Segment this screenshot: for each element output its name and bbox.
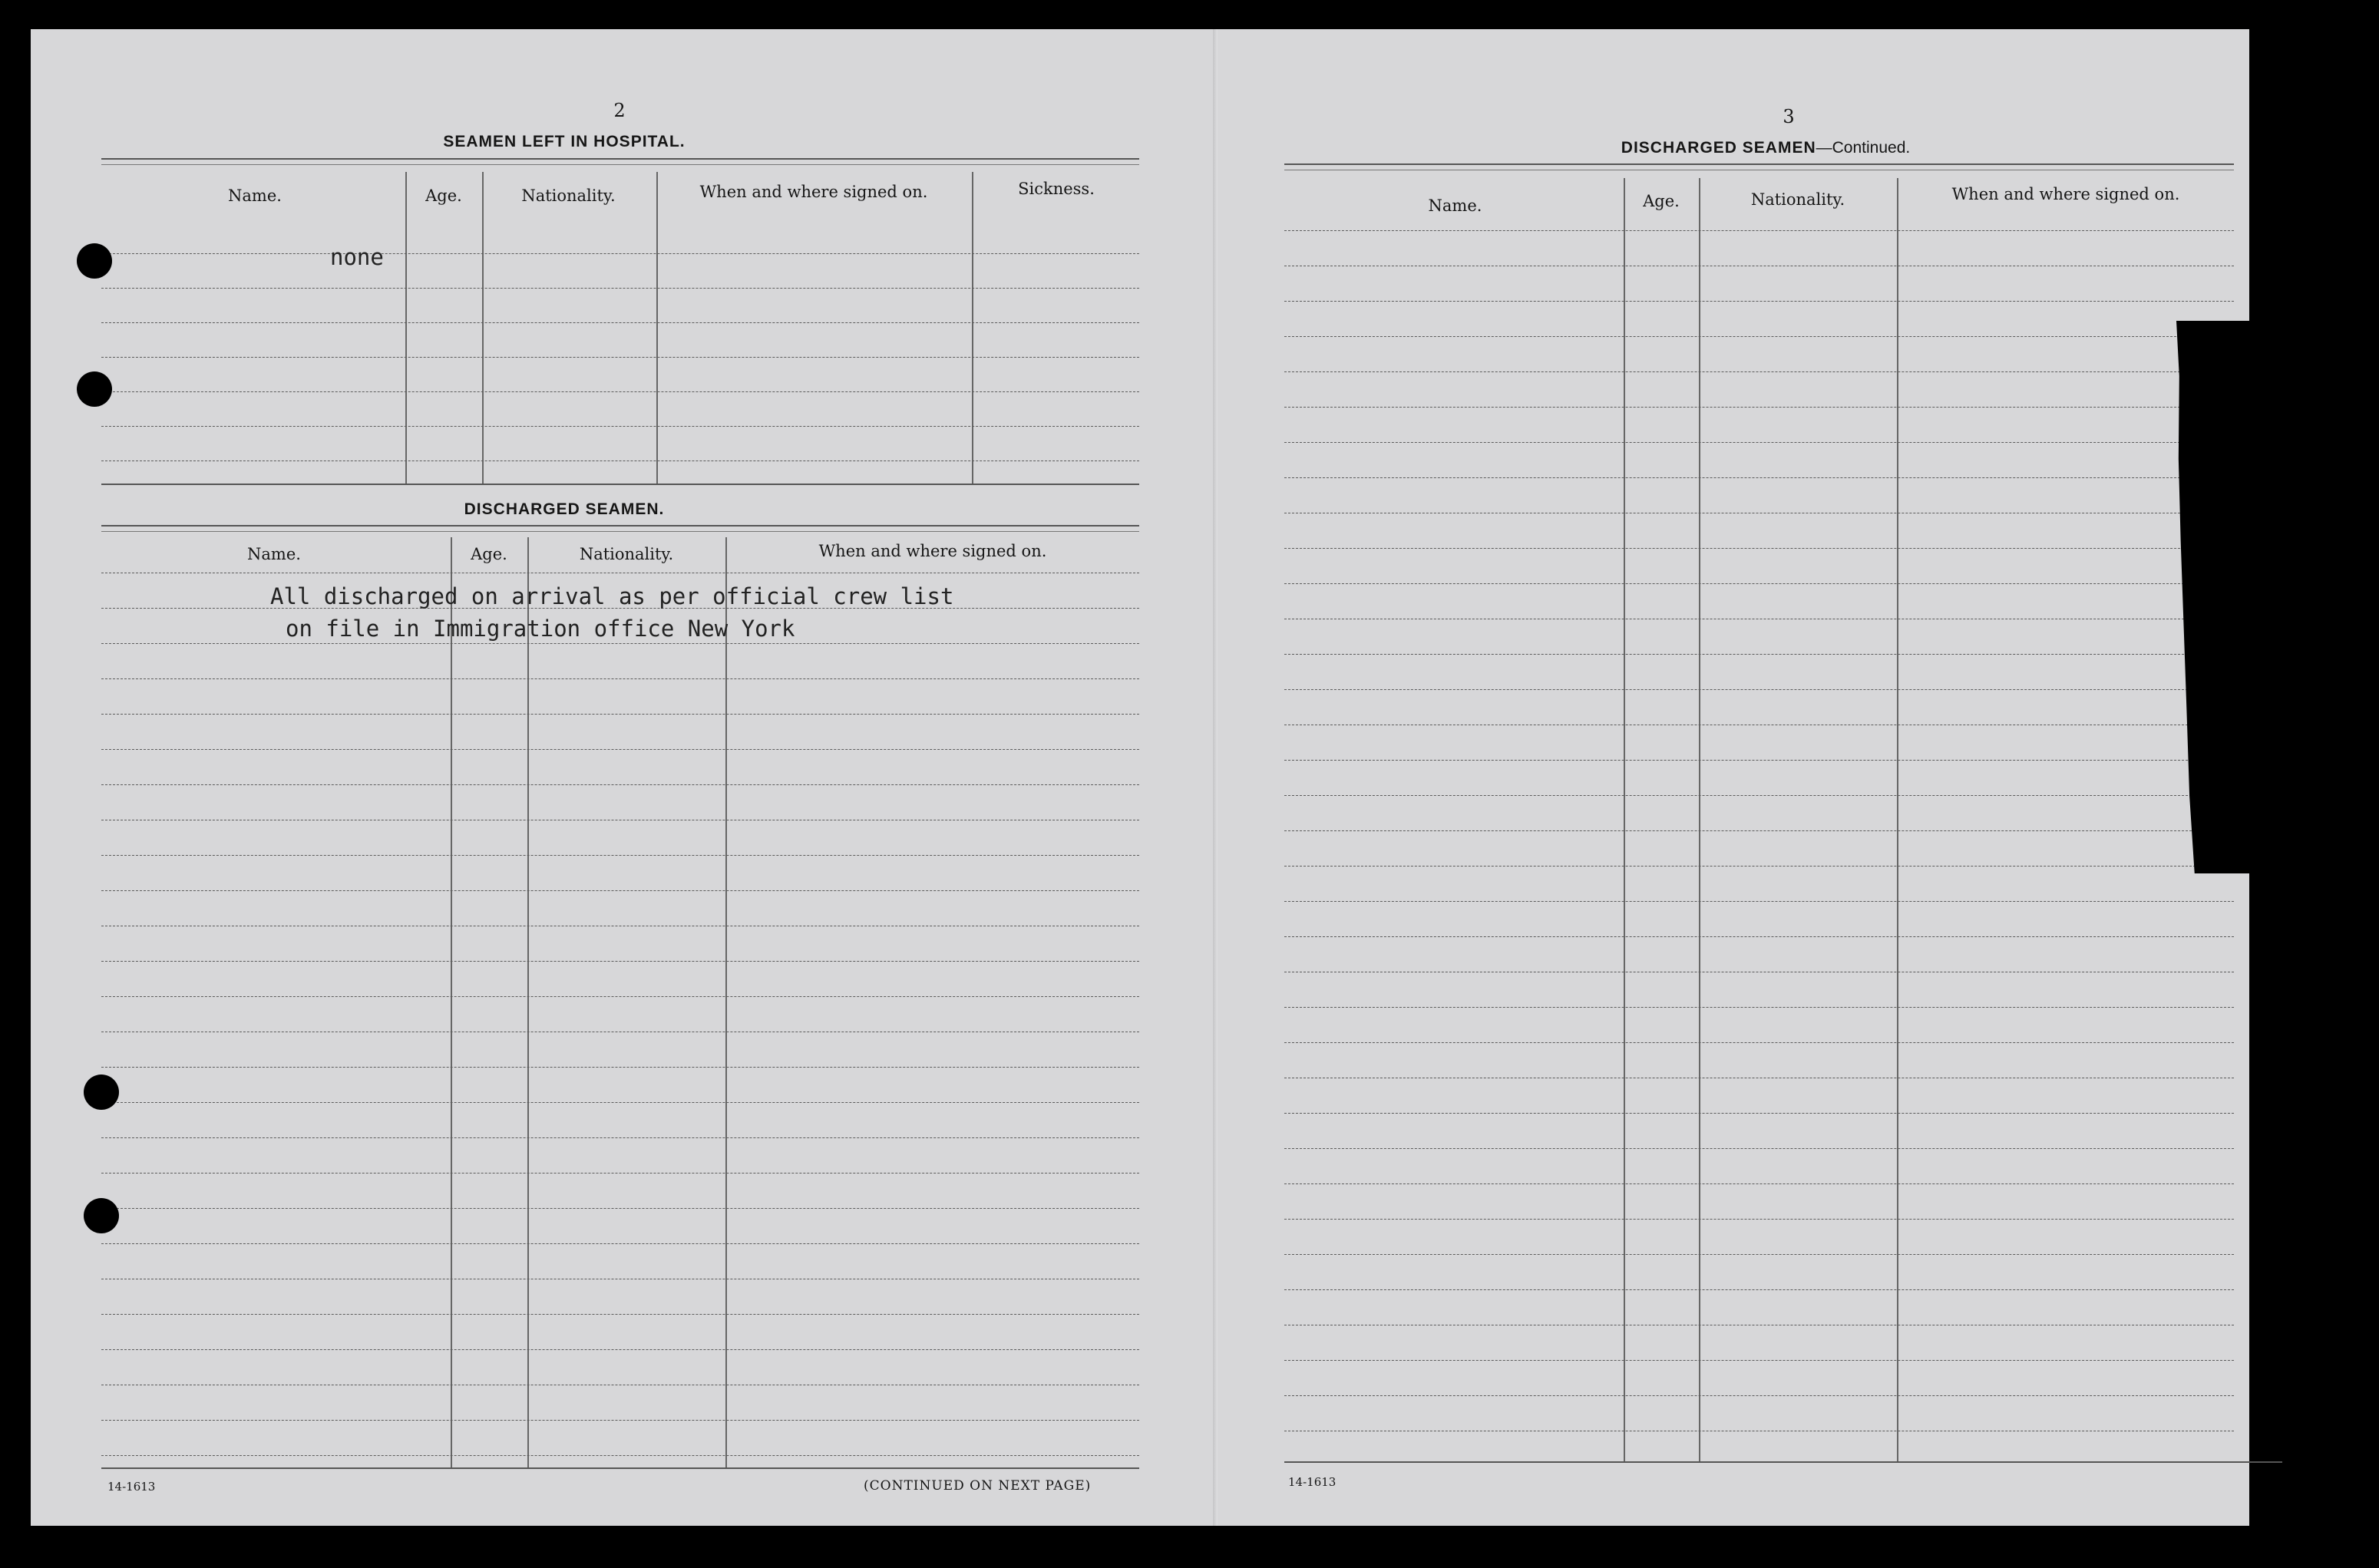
row-line	[1284, 442, 2234, 443]
discharged-section-title: DISCHARGED SEAMEN.	[464, 500, 665, 518]
row-line	[1284, 1254, 2234, 1255]
row-line	[101, 391, 1139, 392]
row-line	[1284, 1007, 2234, 1008]
column-header-nationality: Nationality.	[579, 545, 674, 563]
column-header-signed-on: When and where signed on.	[818, 542, 1047, 560]
row-line	[1284, 477, 2234, 478]
row-line	[101, 678, 1139, 679]
row-line	[1284, 936, 2234, 937]
row-line	[101, 643, 1139, 644]
column-divider	[1624, 178, 1625, 1461]
row-line	[101, 426, 1139, 427]
column-header-name: Name.	[247, 545, 301, 563]
row-line	[101, 1455, 1139, 1456]
right-page	[1213, 29, 2288, 1526]
binder-hole	[77, 371, 112, 407]
row-line	[101, 1067, 1139, 1068]
discharged-continued-title: DISCHARGED SEAMEN—Continued.	[1621, 139, 1911, 157]
row-line	[1284, 336, 2234, 337]
page-number: 2	[613, 100, 626, 121]
divider	[1284, 163, 2234, 165]
row-line	[1284, 1289, 2234, 1290]
column-header-signed-on: When and where signed on.	[699, 183, 928, 201]
row-line	[101, 1173, 1139, 1174]
row-line	[101, 1137, 1139, 1138]
divider	[1284, 1461, 2282, 1463]
column-divider	[527, 537, 529, 1467]
typed-note-line-1: All discharged on arrival as per official crew list	[270, 583, 954, 609]
row-line	[101, 784, 1139, 785]
row-line	[1284, 1148, 2234, 1149]
row-line	[1284, 654, 2234, 655]
binder-hole	[77, 243, 112, 279]
row-line	[1284, 1219, 2234, 1220]
row-line	[1284, 1042, 2234, 1043]
divider	[101, 1467, 1139, 1469]
column-header-name: Name.	[228, 187, 282, 205]
row-line	[101, 460, 1139, 461]
row-line	[101, 1208, 1139, 1209]
row-line	[101, 1102, 1139, 1103]
row-line	[101, 322, 1139, 323]
left-page	[31, 29, 1213, 1526]
typed-note-line-2: on file in Immigration office New York	[286, 616, 795, 642]
hospital-entry: none	[330, 244, 384, 270]
row-line	[101, 357, 1139, 358]
column-header-signed-on: When and where signed on.	[1951, 185, 2180, 203]
row-line	[101, 996, 1139, 997]
binder-hole	[84, 1074, 119, 1110]
row-line	[101, 961, 1139, 962]
column-header-age: Age.	[1643, 192, 1680, 210]
row-line	[1284, 1395, 2234, 1396]
column-header-nationality: Nationality.	[521, 187, 616, 205]
column-divider	[451, 537, 452, 1467]
hospital-section-title: SEAMEN LEFT IN HOSPITAL.	[443, 133, 686, 150]
row-line	[1284, 866, 2234, 867]
column-header-age: Age.	[471, 545, 507, 563]
form-number: 14-1613	[1288, 1475, 1337, 1489]
row-line	[101, 1314, 1139, 1315]
row-line	[101, 1420, 1139, 1421]
divider	[101, 531, 1139, 532]
row-line	[101, 1243, 1139, 1244]
row-line	[1284, 301, 2234, 302]
column-divider	[656, 172, 658, 484]
row-line	[1284, 548, 2234, 549]
row-line	[101, 253, 1139, 254]
column-header-age: Age.	[425, 187, 462, 205]
document-sheet	[31, 29, 2249, 1526]
row-line	[1284, 407, 2234, 408]
binder-hole	[84, 1198, 119, 1233]
divider	[101, 484, 1139, 485]
column-divider	[405, 172, 407, 484]
binder-hole	[2259, 1059, 2295, 1094]
row-line	[1284, 1113, 2234, 1114]
row-line	[101, 288, 1139, 289]
row-line	[1284, 583, 2234, 584]
column-header-nationality: Nationality.	[1750, 190, 1845, 209]
column-header-name: Name.	[1428, 196, 1482, 215]
column-divider	[725, 537, 727, 1467]
row-line	[1284, 689, 2234, 690]
column-divider	[1699, 178, 1700, 1461]
row-line	[1284, 371, 2234, 372]
row-line	[1284, 901, 2234, 902]
column-divider	[1897, 178, 1898, 1461]
column-divider	[972, 172, 973, 484]
row-line	[1284, 1360, 2234, 1361]
binder-hole	[2259, 1178, 2295, 1213]
divider	[101, 158, 1139, 160]
page-number: 3	[1783, 106, 1795, 127]
row-line	[101, 1349, 1139, 1350]
row-line	[1284, 760, 2234, 761]
column-divider	[482, 172, 484, 484]
row-line	[101, 855, 1139, 856]
row-line	[101, 714, 1139, 715]
divider	[101, 525, 1139, 527]
row-line	[1284, 830, 2234, 831]
row-line	[1284, 230, 2234, 231]
continued-note: (CONTINUED ON NEXT PAGE)	[864, 1478, 1092, 1494]
row-line	[1284, 795, 2234, 796]
row-line	[1284, 1183, 2234, 1184]
divider	[101, 164, 1139, 165]
row-line	[101, 749, 1139, 750]
form-number: 14-1613	[107, 1480, 156, 1494]
column-header-sickness: Sickness.	[1018, 180, 1095, 198]
row-line	[101, 890, 1139, 891]
